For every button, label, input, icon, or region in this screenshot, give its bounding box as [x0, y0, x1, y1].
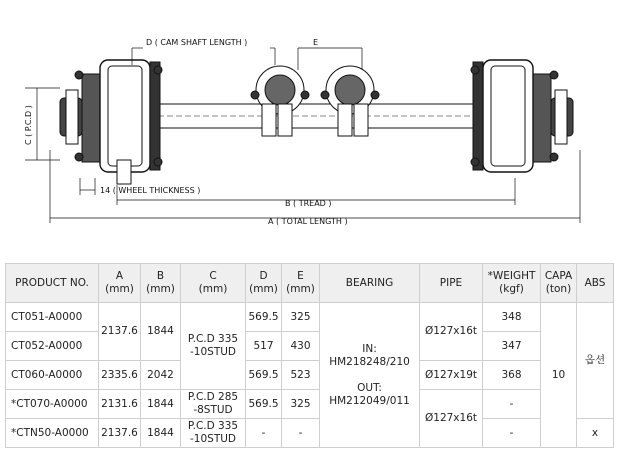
table-row [6, 390, 614, 419]
header-a: A (mm) [99, 264, 141, 303]
a-cell: 2335.6 [99, 361, 141, 390]
header-weight: *WEIGHT (kgf) [483, 264, 541, 303]
e-cell: 325 [282, 303, 320, 332]
product-cell: CT060-A0000 [6, 361, 99, 390]
spec-table [5, 263, 614, 448]
pipe-cell: Ø127x19t [420, 361, 483, 390]
e-cell: 430 [282, 332, 320, 361]
dim-wheel-label: 14 ( WHEEL THICKNESS ) [100, 186, 201, 195]
product-cell: CT052-A0000 [6, 332, 99, 361]
header-abs: ABS [577, 264, 614, 303]
b-cell: 2042 [141, 361, 181, 390]
product-cell: CT051-A0000 [6, 303, 99, 332]
weight-cell: 368 [483, 361, 541, 390]
header-bearing: BEARING [320, 264, 420, 303]
abs-cell: x [577, 419, 614, 448]
abs-option-cell: 옵션 [577, 303, 614, 419]
e-cell: 325 [282, 390, 320, 419]
d-cell: 569.5 [246, 361, 282, 390]
dim-a-label: A ( TOTAL LENGTH ) [268, 217, 348, 226]
product-cell: *CT070-A0000 [6, 390, 99, 419]
dim-c-label: C ( P.C.D ) [24, 105, 33, 145]
e-cell: 523 [282, 361, 320, 390]
weight-cell: - [483, 419, 541, 448]
bearing-cell: IN: HM218248/210 OUT: HM212049/011 [320, 303, 420, 448]
pipe-cell: Ø127x16t [420, 303, 483, 361]
dim-b-label: B ( TREAD ) [285, 199, 332, 208]
left-hub [60, 60, 162, 184]
table-row [6, 303, 614, 332]
header-pipe: PIPE [420, 264, 483, 303]
b-cell: 1844 [141, 390, 181, 419]
capa-cell: 10 [541, 303, 577, 448]
b-cell: 1844 [141, 303, 181, 361]
table-row [6, 332, 614, 361]
header-c: C (mm) [181, 264, 246, 303]
right-hub [471, 60, 573, 172]
dim-e-label: E [313, 38, 319, 47]
header-row [6, 264, 614, 303]
a-cell: 2137.6 [99, 419, 141, 448]
weight-cell: 348 [483, 303, 541, 332]
header-capa: CAPA (ton) [541, 264, 577, 303]
header-e: E (mm) [282, 264, 320, 303]
weight-cell: 347 [483, 332, 541, 361]
c-cell: P.C.D 285 -8STUD [181, 390, 246, 419]
c-cell: P.C.D 335 -10STUD [181, 419, 246, 448]
d-cell: 569.5 [246, 390, 282, 419]
b-cell: 1844 [141, 419, 181, 448]
header-b: B (mm) [141, 264, 181, 303]
d-cell: - [246, 419, 282, 448]
table-row [6, 419, 614, 448]
weight-cell: - [483, 390, 541, 419]
dim-d-label: D ( CAM SHAFT LENGTH ) [146, 38, 248, 47]
a-cell: 2137.6 [99, 303, 141, 361]
a-cell: 2131.6 [99, 390, 141, 419]
c-cell: P.C.D 335 -10STUD [181, 303, 246, 390]
product-cell: *CTN50-A0000 [6, 419, 99, 448]
table-row [6, 361, 614, 390]
e-cell: - [282, 419, 320, 448]
d-cell: 569.5 [246, 303, 282, 332]
pipe-cell: Ø127x16t [420, 390, 483, 448]
d-cell: 517 [246, 332, 282, 361]
header-d: D (mm) [246, 264, 282, 303]
header-product: PRODUCT NO. [6, 264, 99, 303]
